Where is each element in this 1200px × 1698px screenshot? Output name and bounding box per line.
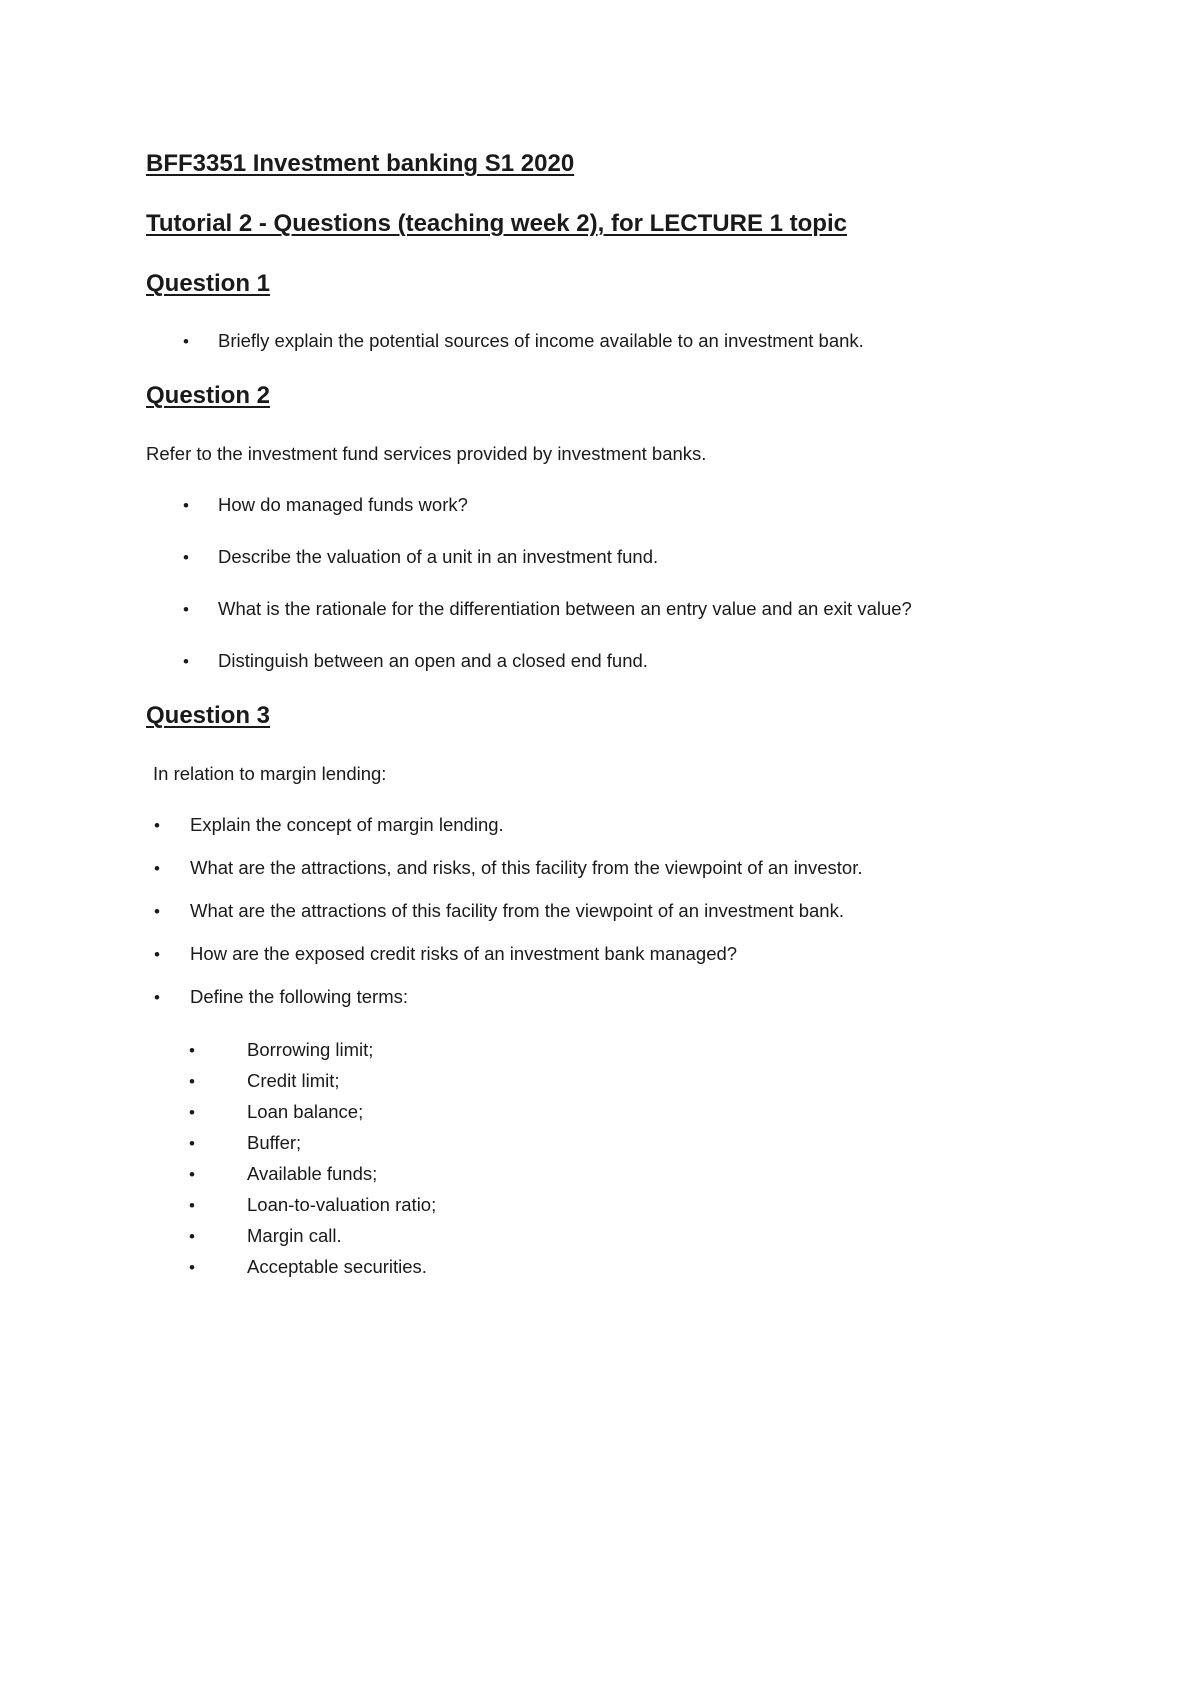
question-2-item: Distinguish between an open and a closed end fund. bbox=[218, 650, 648, 671]
question-3-intro: In relation to margin lending: bbox=[153, 763, 387, 784]
bullet-icon: • bbox=[183, 600, 189, 619]
question-2-item: What is the rationale for the differentiation between an entry value and an exit value? bbox=[218, 598, 912, 619]
bullet-icon: • bbox=[189, 1227, 195, 1246]
bullet-icon: • bbox=[154, 902, 160, 921]
question-3-item: Define the following terms: bbox=[190, 986, 408, 1007]
question-2-item: How do managed funds work? bbox=[218, 494, 468, 515]
term-item: Borrowing limit; bbox=[247, 1039, 374, 1060]
bullet-icon: • bbox=[154, 945, 160, 964]
term-item: Loan balance; bbox=[247, 1101, 364, 1122]
term-item: Available funds; bbox=[247, 1163, 378, 1184]
question-2-intro: Refer to the investment fund services provided by investment banks. bbox=[146, 443, 707, 464]
question-2-item: Describe the valuation of a unit in an investment fund. bbox=[218, 546, 659, 567]
bullet-icon: • bbox=[189, 1258, 195, 1277]
term-item: Acceptable securities. bbox=[247, 1256, 427, 1277]
bullet-icon: • bbox=[189, 1196, 195, 1215]
question-3-item: What are the attractions of this facility from the viewpoint of an investment bank. bbox=[190, 900, 844, 921]
document-subtitle: Tutorial 2 - Questions (teaching week 2), for LECTURE 1 topic bbox=[146, 210, 847, 237]
question-2-heading: Question 2 bbox=[146, 382, 271, 409]
term-item: Buffer; bbox=[247, 1132, 302, 1153]
question-1-item: Briefly explain the potential sources of income available to an investment bank. bbox=[218, 330, 864, 351]
question-3-item: How are the exposed credit risks of an investment bank managed? bbox=[190, 943, 738, 964]
bullet-icon: • bbox=[183, 652, 189, 671]
bullet-icon: • bbox=[189, 1072, 195, 1091]
bullet-icon: • bbox=[189, 1103, 195, 1122]
bullet-icon: • bbox=[189, 1041, 195, 1060]
question-1-heading: Question 1 bbox=[146, 270, 271, 297]
term-item: Loan-to-valuation ratio; bbox=[247, 1194, 437, 1215]
bullet-icon: • bbox=[183, 496, 189, 515]
term-item: Credit limit; bbox=[247, 1070, 340, 1091]
bullet-icon: • bbox=[189, 1165, 195, 1184]
question-3-item: What are the attractions, and risks, of this facility from the viewpoint of an investor. bbox=[190, 857, 863, 878]
bullet-icon: • bbox=[183, 548, 189, 567]
question-3-heading: Question 3 bbox=[146, 702, 271, 729]
document-title: BFF3351 Investment banking S1 2020 bbox=[146, 150, 575, 177]
bullet-icon: • bbox=[154, 859, 160, 878]
bullet-icon: • bbox=[154, 816, 160, 835]
bullet-icon: • bbox=[183, 332, 189, 351]
bullet-icon: • bbox=[154, 988, 160, 1007]
bullet-icon: • bbox=[189, 1134, 195, 1153]
term-item: Margin call. bbox=[247, 1225, 342, 1246]
question-3-item: Explain the concept of margin lending. bbox=[190, 814, 504, 835]
